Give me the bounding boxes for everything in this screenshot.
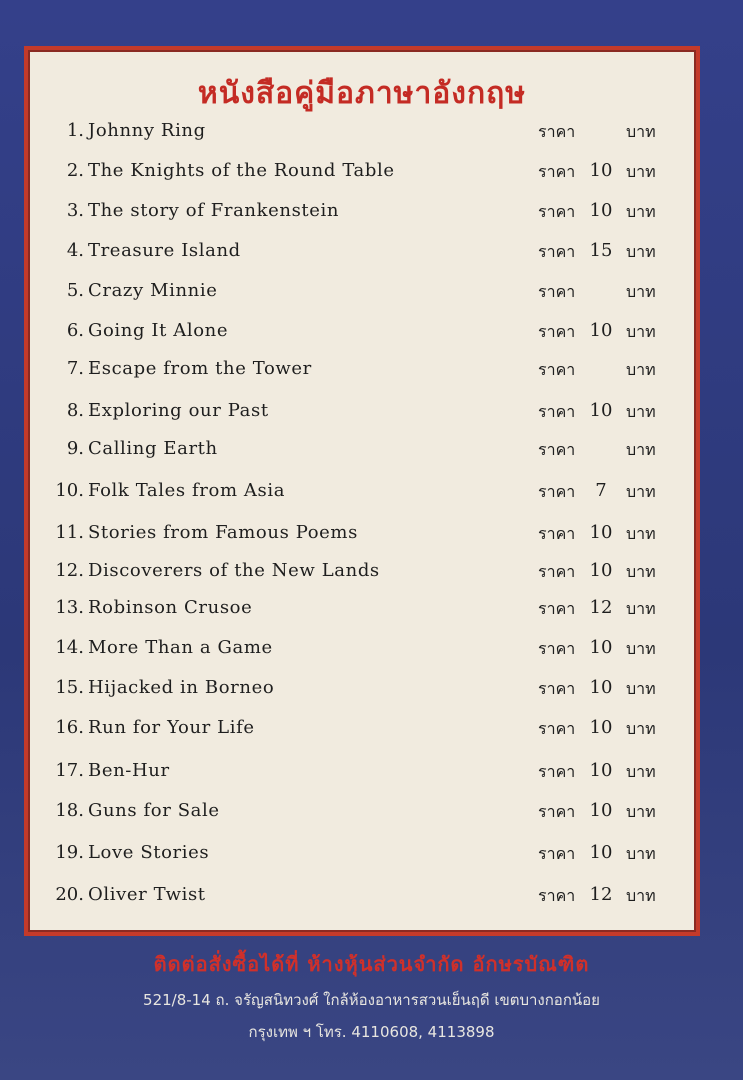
- book-number: 5.: [66, 280, 84, 301]
- price-label: ราคา: [538, 402, 576, 421]
- footer: [0, 948, 743, 1044]
- price-label: ราคา: [538, 639, 576, 658]
- price-unit: บาท: [626, 802, 656, 821]
- price-label: ราคา: [538, 162, 576, 181]
- book-row: [28, 597, 696, 627]
- book-number: 2.: [66, 160, 84, 181]
- price-unit: บาท: [626, 844, 656, 863]
- book-title: Crazy Minnie: [88, 280, 218, 301]
- price-label: ราคา: [538, 322, 576, 341]
- price-value: 10: [589, 200, 613, 221]
- price-value: 10: [589, 560, 613, 581]
- book-number: 12.: [55, 560, 84, 581]
- book-number: 16.: [55, 717, 84, 738]
- price-label: ราคา: [538, 360, 576, 379]
- price-label: ราคา: [538, 844, 576, 863]
- book-number: 17.: [55, 760, 84, 781]
- price-value: 12: [589, 597, 613, 618]
- book-row: [28, 280, 696, 310]
- book-row: [28, 480, 696, 510]
- book-title: Escape from the Tower: [88, 358, 312, 379]
- book-number: 1.: [66, 120, 84, 141]
- price-value: 10: [589, 160, 613, 181]
- price-unit: บาท: [626, 322, 656, 341]
- book-title: Johnny Ring: [88, 120, 206, 141]
- price-label: ราคา: [538, 679, 576, 698]
- footer-address: 521/8-14 ถ. จรัญสนิทวงศ์ ใกล้ห้องอาหารสวนเย็นฤดี เขตบางกอกน้อย: [143, 991, 600, 1009]
- price-unit: บาท: [626, 282, 656, 301]
- price-label: ราคา: [538, 242, 576, 261]
- book-number: 4.: [66, 240, 84, 261]
- price-unit: บาท: [626, 162, 656, 181]
- price-value: 10: [589, 842, 613, 863]
- price-value: 10: [589, 400, 613, 421]
- book-title: Discoverers of the New Lands: [88, 560, 380, 581]
- price-label: ราคา: [538, 122, 576, 141]
- book-row: [28, 320, 696, 350]
- price-unit: บาท: [626, 562, 656, 581]
- book-title: Exploring our Past: [88, 400, 269, 421]
- book-title: Folk Tales from Asia: [88, 480, 286, 501]
- book-row: [28, 760, 696, 790]
- price-label: ราคา: [538, 562, 576, 581]
- price-value: 10: [589, 320, 613, 341]
- book-title: The story of Frankenstein: [88, 200, 340, 221]
- footer-title: ติดต่อสั่งซื้อได้ที่ ห้างหุ้นส่วนจำกัด อักษรบัณฑิต: [153, 952, 590, 976]
- price-label: ราคา: [538, 599, 576, 618]
- price-value: 10: [589, 717, 613, 738]
- book-row: [28, 884, 696, 914]
- book-title: Stories from Famous Poems: [88, 522, 358, 543]
- book-row: [28, 717, 696, 747]
- price-unit: บาท: [626, 482, 656, 501]
- book-row: [28, 240, 696, 270]
- price-unit: บาท: [626, 524, 656, 543]
- book-title: Robinson Crusoe: [88, 597, 253, 618]
- book-title: Treasure Island: [88, 240, 241, 261]
- book-number: 18.: [55, 800, 84, 821]
- book-row: [28, 637, 696, 667]
- book-number: 11.: [55, 522, 84, 543]
- price-unit: บาท: [626, 440, 656, 459]
- book-number: 8.: [66, 400, 84, 421]
- book-row: [28, 522, 696, 552]
- book-title: Love Stories: [88, 842, 210, 863]
- book-row: [28, 200, 696, 230]
- book-row: [28, 842, 696, 872]
- footer-phone: กรุงเทพ ฯ โทร. 4110608, 4113898: [248, 1023, 495, 1041]
- price-label: ราคา: [538, 282, 576, 301]
- book-title: The Knights of the Round Table: [88, 160, 395, 181]
- book-list-panel: [24, 46, 700, 936]
- price-label: ราคา: [538, 440, 576, 459]
- price-unit: บาท: [626, 639, 656, 658]
- price-unit: บาท: [626, 886, 656, 905]
- book-row: [28, 160, 696, 190]
- price-unit: บาท: [626, 202, 656, 221]
- book-row: [28, 400, 696, 430]
- book-row: [28, 358, 696, 388]
- book-number: 3.: [66, 200, 84, 221]
- price-label: ราคา: [538, 719, 576, 738]
- book-number: 7.: [66, 358, 84, 379]
- price-value: 10: [589, 677, 613, 698]
- price-unit: บาท: [626, 360, 656, 379]
- book-title: Run for Your Life: [88, 717, 255, 738]
- price-unit: บาท: [626, 719, 656, 738]
- book-title: Hijacked in Borneo: [88, 677, 275, 698]
- price-label: ราคา: [538, 802, 576, 821]
- book-number: 19.: [55, 842, 84, 863]
- book-title: Oliver Twist: [88, 884, 206, 905]
- book-title: Going It Alone: [88, 320, 229, 341]
- book-number: 15.: [55, 677, 84, 698]
- price-unit: บาท: [626, 599, 656, 618]
- price-value: 10: [589, 522, 613, 543]
- price-label: ราคา: [538, 762, 576, 781]
- price-value: 12: [589, 884, 613, 905]
- price-unit: บาท: [626, 762, 656, 781]
- price-value: 10: [589, 760, 613, 781]
- book-number: 10.: [55, 480, 84, 501]
- book-row: [28, 800, 696, 830]
- price-unit: บาท: [626, 402, 656, 421]
- book-number: 20.: [55, 884, 84, 905]
- price-value: 7: [595, 480, 607, 501]
- price-label: ราคา: [538, 524, 576, 543]
- price-value: 15: [589, 240, 613, 261]
- book-row: [28, 438, 696, 468]
- book-title: Guns for Sale: [88, 800, 220, 821]
- price-unit: บาท: [626, 679, 656, 698]
- book-row: [28, 560, 696, 590]
- book-title: Ben-Hur: [88, 760, 170, 781]
- book-number: 13.: [55, 597, 84, 618]
- book-row: [28, 677, 696, 707]
- book-number: 6.: [66, 320, 84, 341]
- book-row: [28, 120, 696, 150]
- page-title: หนังสือคู่มือภาษาอังกฤษ: [197, 76, 527, 111]
- book-number: 14.: [55, 637, 84, 658]
- price-value: 10: [589, 800, 613, 821]
- price-label: ราคา: [538, 202, 576, 221]
- price-unit: บาท: [626, 122, 656, 141]
- price-unit: บาท: [626, 242, 656, 261]
- book-title: More Than a Game: [88, 637, 273, 658]
- book-title: Calling Earth: [88, 438, 218, 459]
- book-number: 9.: [66, 438, 84, 459]
- price-value: 10: [589, 637, 613, 658]
- price-label: ราคา: [538, 482, 576, 501]
- price-label: ราคา: [538, 886, 576, 905]
